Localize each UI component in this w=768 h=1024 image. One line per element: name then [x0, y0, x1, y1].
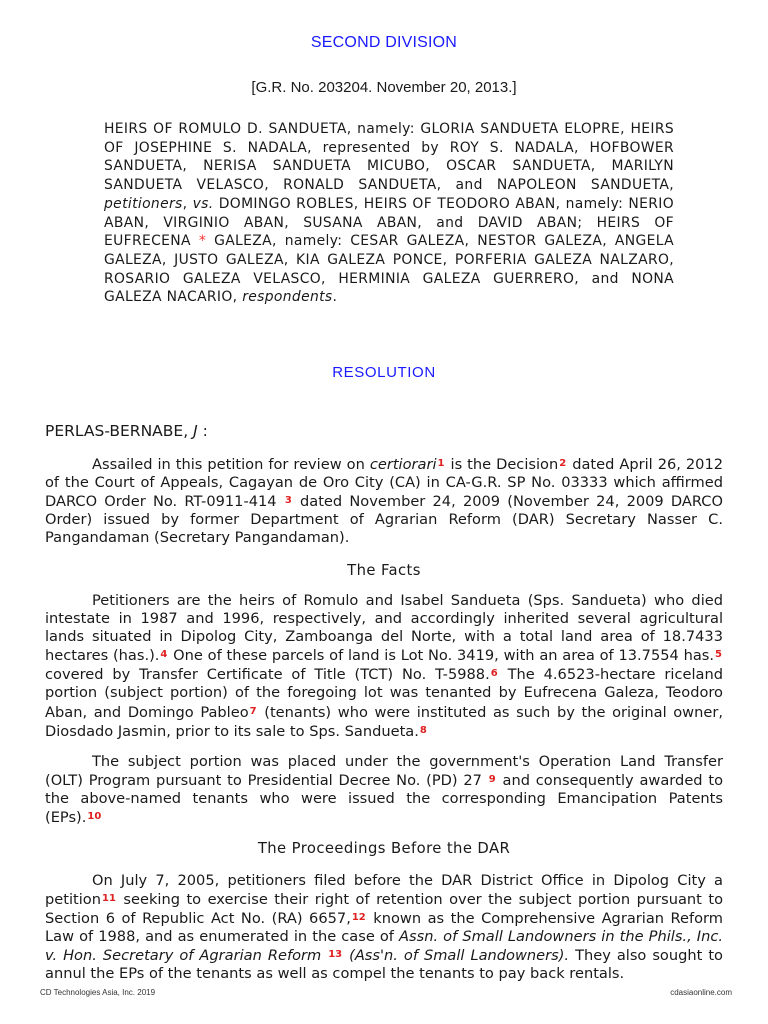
footnote-link-2[interactable]: 2 [559, 458, 567, 469]
paragraph-3 [45, 753, 723, 827]
case-title: Assn. of Small Landowners in the Phils., Inc. v. Hon. Secretary of Agrarian Reform [45, 928, 723, 965]
para2-text-4: The 4.6523-hectare riceland portion (subject portion) of the foregoing lot was tenanted by Eufrecena Galeza, Teodoro Aban, and Domingo Pableo [45, 666, 723, 721]
footnote-link-13[interactable]: 13 [328, 949, 343, 961]
para2-text-3: covered by Transfer Certificate of Title (TCT) No. T-5988. [45, 666, 490, 684]
footnote-link-8[interactable]: 8 [419, 724, 427, 736]
division-heading: SECOND DIVISION [310, 34, 458, 51]
parties-petitioners-text: HEIRS OF ROMULO D. SANDUETA, namely: GLORIA SANDUETA ELOPRE, HEIRS OF JOSEPHINE S. NADALA, represented by ROY S. NADALA, HOFBOWER SANDUETA, NERISA SANDUETA MICUBO, OSCAR SANDUETA, MARILYN SANDUETA VELASCO, RONALD SANDUETA, and NAPOLEON SANDUETA, [104, 121, 674, 194]
case-short-title: (Ass'n. of Small Landowners). [349, 947, 570, 965]
certiorari-term: certiorari [369, 456, 437, 473]
para1-text-3: dated April 26, 2012 of the Court of Appeals, Cagayan de Oro City (CA) in CA-G.R. SP No. 03333 which affirmed DARCO Order No. RT-0911-414 [45, 456, 724, 511]
parties-respondents-text: DOMINGO ROBLES, HEIRS OF TEODORO ABAN, namely: NERIO ABAN, VIRGINIO ABAN, SUSANA ABAN, and DAVID ABAN; HEIRS OF EUFRECENA [104, 195, 674, 250]
footnote-link-1[interactable]: 1 [437, 458, 445, 469]
footnote-link-3[interactable]: 3 [284, 495, 292, 507]
versus-label: vs. [192, 195, 214, 212]
para1-text-1: Assailed in this petition for review on [92, 456, 365, 473]
footnote-link-12[interactable]: 12 [351, 912, 366, 924]
footnote-link-4[interactable]: 4 [160, 649, 168, 661]
footnote-link-6[interactable]: 6 [490, 668, 498, 680]
case-number: [G.R. No. 203204. November 20, 2013.] [251, 79, 517, 96]
footnote-link-11[interactable]: 11 [101, 893, 116, 905]
proceedings-heading: The Proceedings Before the DAR [257, 840, 511, 857]
footnote-link-10[interactable]: 10 [87, 811, 102, 823]
paragraph-4 [45, 872, 723, 984]
facts-heading: The Facts [347, 562, 421, 579]
footnote-link-5[interactable]: 5 [715, 649, 722, 661]
ponente-name: PERLAS-BERNABE, [45, 422, 189, 440]
respondents-label: respondents [242, 289, 333, 306]
para2-text-2: One of these parcels of land is Lot No. 3419, with an area of 13.7554 has. [173, 647, 715, 665]
para2-text-5: (tenants) who were instituted as such by the original owner, Diosdado Jasmin, prior to its sale to Sps. Sandueta. [45, 703, 723, 740]
para1-text-2: is the Decision [450, 456, 559, 473]
para1-text-4: dated November 24, 2009 (November 24, 2009 DARCO Order) issued by former Department of Agrarian Reform (DAR) Secretary Nasser C. Pangandaman (Secretary Pangandaman). [45, 493, 723, 547]
parties-respondents-text-2: GALEZA, namely: CESAR GALEZA, NESTOR GALEZA, ANGELA GALEZA, JUSTO GALEZA, KIA GALEZA PONCE, PORFERIA GALEZA NALZARO, ROSARIO GALEZA VELASCO, HERMINIA GALEZA GUERRERO, and NONA GALEZA NACARIO, [104, 233, 675, 306]
asterisk-footnote-link[interactable]: * [198, 233, 207, 250]
para3-text-2: and consequently awarded to the above-named tenants who were issued the corresponding Emancipation Patents (EPs). [45, 772, 723, 827]
para4-text-3: known as the Comprehensive Agrarian Reform Law of 1988, and as enumerated in the case of [45, 910, 723, 946]
footer-site: cdasiaonline.com [670, 988, 732, 997]
case-parties: HEIRS OF ROMULO D. SANDUETA, namely: GLORIA SANDUETA ELOPRE, HEIRS OF JOSEPHINE S. NADALA, represented by ROY S. NADALA, HOFBOWER SANDUETA, NERISA SANDUETA MICUBO, OSCAR SANDUETA, MARILYN SANDUETA VELASCO, RONALD SANDUETA, and NAPOLEON SANDUETA, petitioners, vs. DOMINGO ROBLES, HEIRS OF TEODORO ABAN, namely: NERIO ABAN, VIRGINIO ABAN, SUSANA ABAN, and DAVID ABAN; HEIRS OF EUFRECENA * GALEZA, namely: CESAR GALEZA, NESTOR GALEZA, ANGELA GALEZA, JUSTO GALEZA, KIA GALEZA PONCE, PORFERIA GALEZA NALZARO, ROSARIO GALEZA VELASCO, HERMINIA GALEZA GUERRERO, and NONA GALEZA NACARIO, respondents. [104, 121, 675, 306]
footer-copyright: CD Technologies Asia, Inc. 2019 [40, 988, 156, 997]
para4-text-2: seeking to exercise their right of retention over the subject portion pursuant to Section 6 of Republic Act No. (RA) 6657, [45, 891, 724, 928]
ponente [45, 422, 208, 440]
footnote-link-7[interactable]: 7 [249, 705, 257, 717]
resolution-heading: RESOLUTION [332, 364, 436, 381]
para3-text-1: The subject portion was placed under the government's Operation Land Transfer (OLT) Program pursuant to Presidential Decree No. (PD) 27 [45, 753, 723, 790]
paragraph-2 [45, 592, 723, 741]
para2-text-1: Petitioners are the heirs of Romulo and Isabel Sandueta (Sps. Sandueta) who died intestate in 1987 and 1996, respectively, and accordingly inherited several agricultural lands situated in Dipolog City, Zamboanga del Norte, with a total land area of 18.7433 hectares (has.). [45, 592, 723, 665]
footnote-link-9[interactable]: 9 [488, 774, 496, 786]
ponente-j: J [193, 422, 198, 440]
petitioners-label: petitioners [104, 195, 183, 212]
para4-text-1: On July 7, 2005, petitioners filed before the DAR District Office in Dipolog City a petition [45, 872, 723, 909]
para4-text-4: They also sought to annul the EPs of the tenants as well as compel the tenants to pay back rentals. [45, 947, 723, 983]
ponente-colon: : [202, 422, 208, 440]
paragraph-1 [45, 455, 723, 547]
